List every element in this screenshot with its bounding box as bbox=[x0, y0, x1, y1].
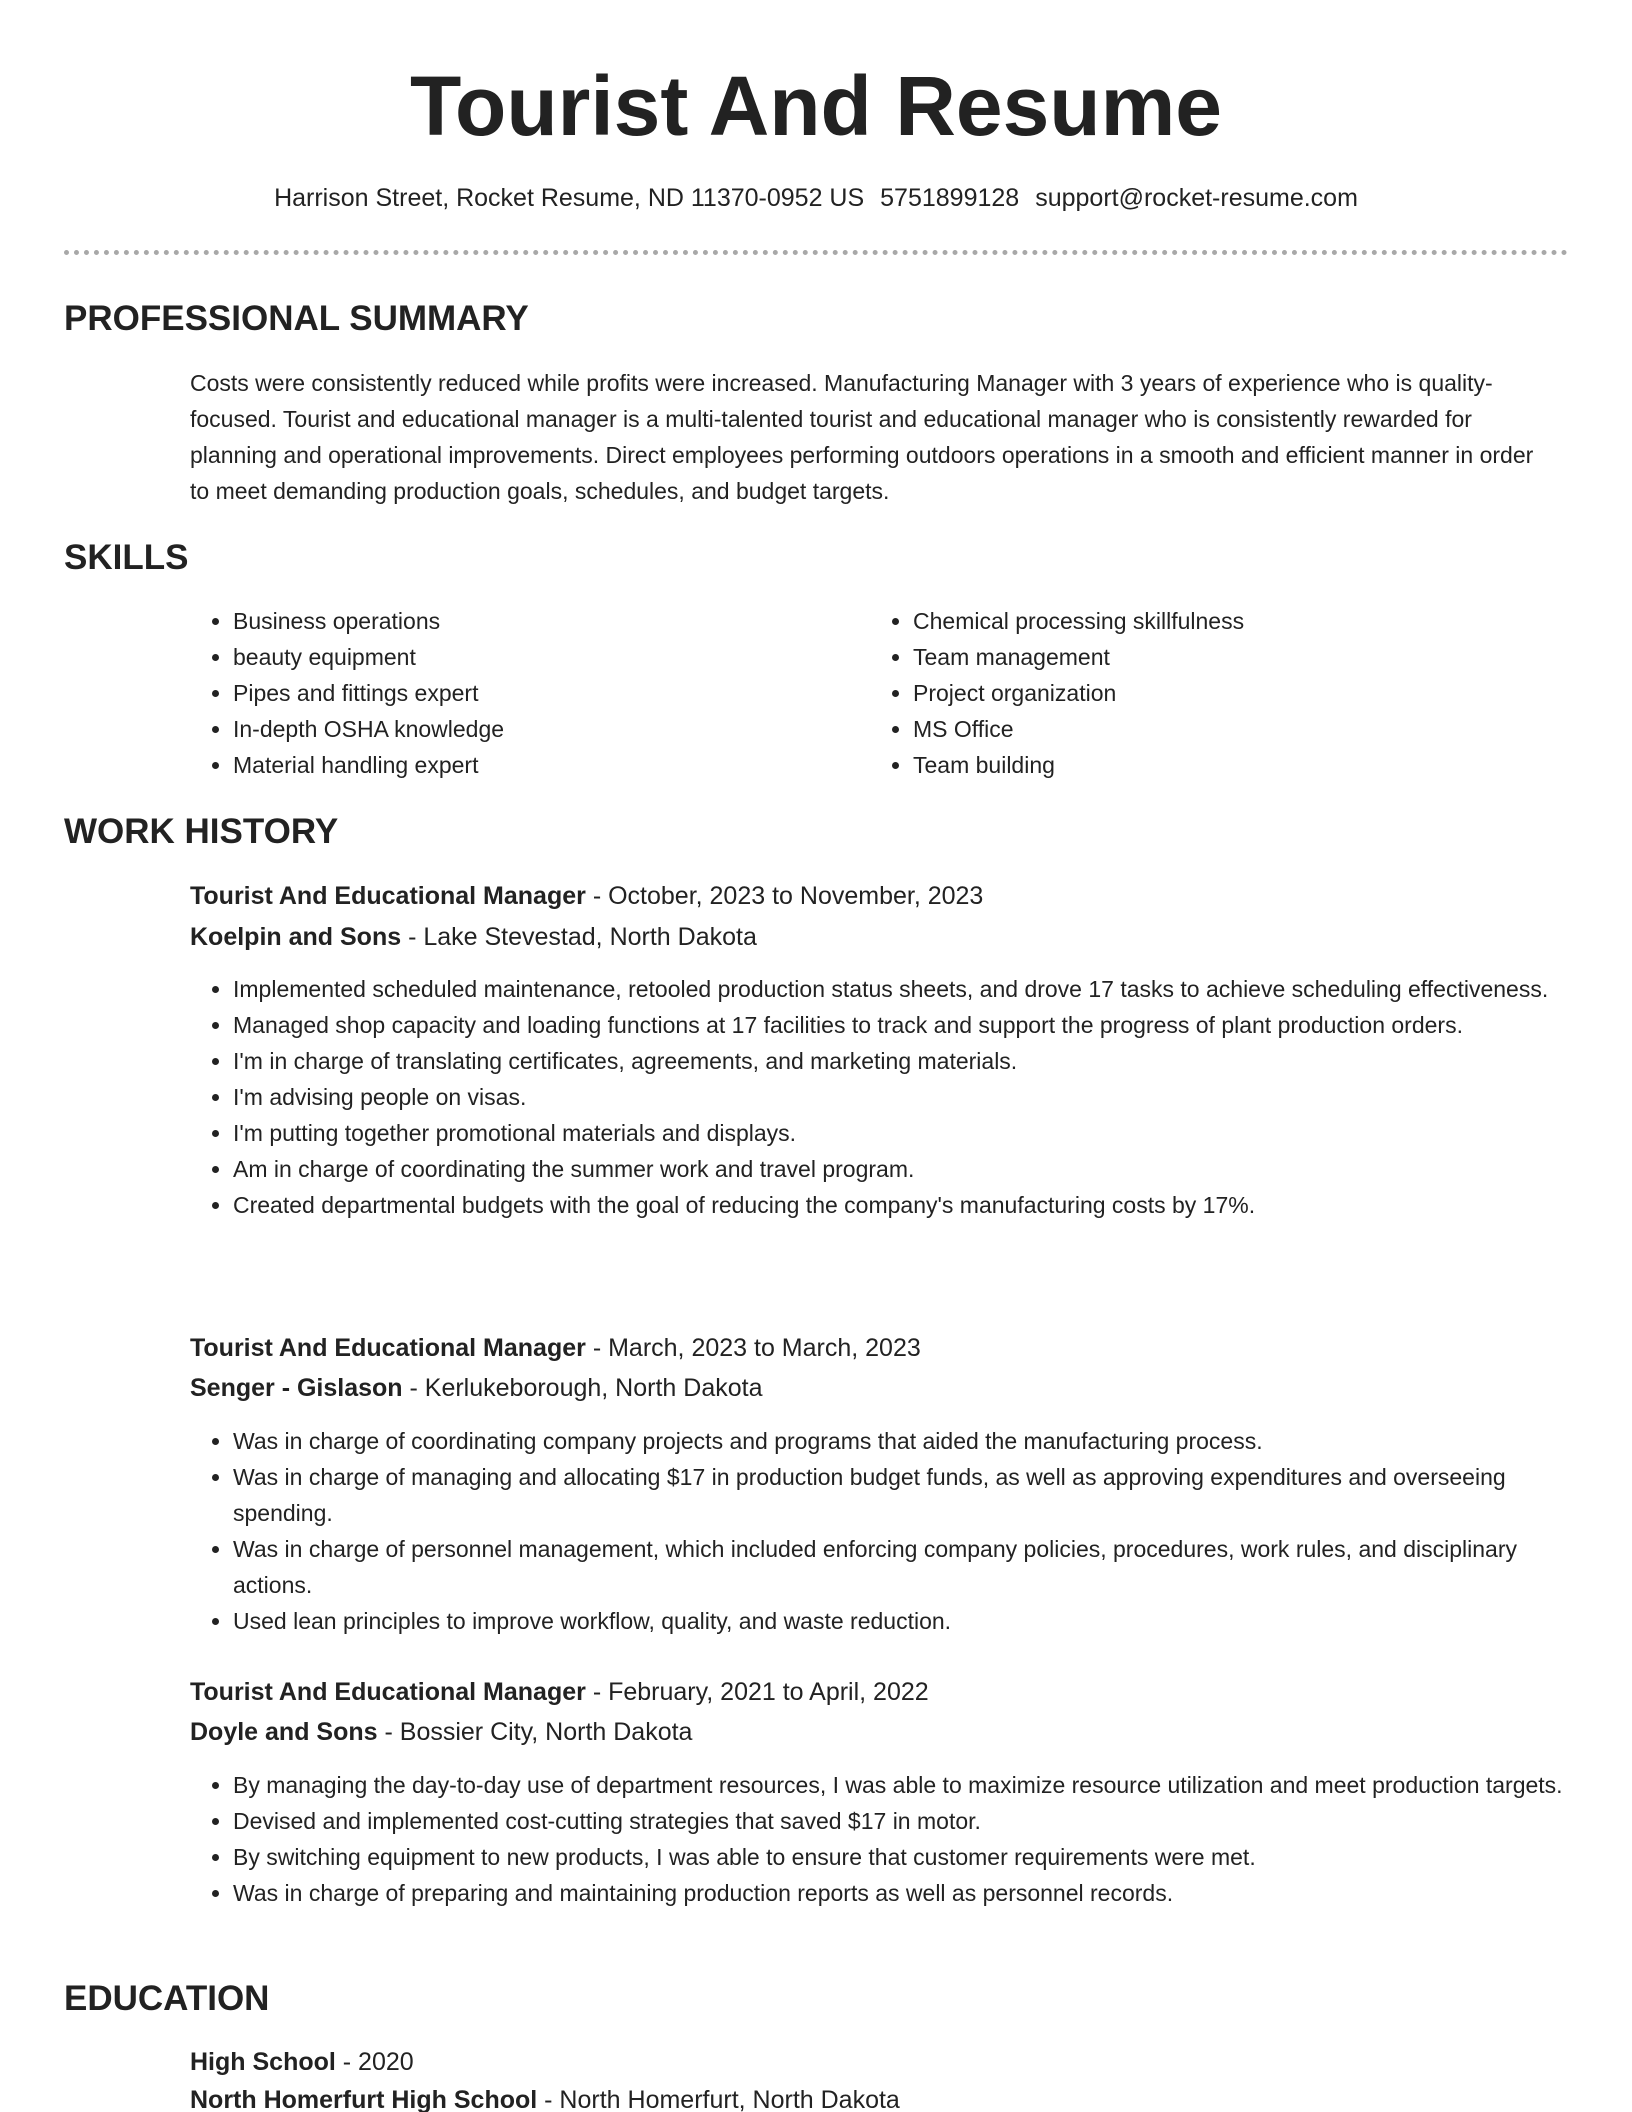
job-company-line bbox=[190, 918, 757, 956]
skill-item: • Business operations bbox=[233, 603, 833, 639]
job-location: - Bossier City, North Dakota bbox=[377, 1718, 693, 1746]
education-location: - North Homerfurt, North Dakota bbox=[537, 2086, 900, 2112]
contact-line bbox=[0, 180, 1632, 216]
job-location: - Lake Stevestad, North Dakota bbox=[401, 923, 757, 951]
job-dates: - October, 2023 to November, 2023 bbox=[585, 882, 984, 910]
job-bullet: • Managed shop capacity and loading functions at 17 facilities to track and support the progress of plant production orders. bbox=[233, 1007, 1583, 1043]
skills-list-right bbox=[870, 603, 1553, 783]
job-company: Senger - Gislason bbox=[190, 1374, 403, 1402]
job-dates: - February, 2021 to April, 2022 bbox=[585, 1678, 929, 1706]
skill-item: • Team building bbox=[913, 747, 1553, 783]
job-bullet: • Was in charge of managing and allocating $17 in production budget funds, as well as approving expenditures and overseeing spending. bbox=[233, 1459, 1583, 1531]
header-divider bbox=[64, 250, 1568, 255]
summary-text: Costs were consistently reduced while profits were increased. Manufacturing Manager with 3 years of experience who is quality-focused. Tourist and educational manager is a multi-talented tourist and educational manager who is consistently rewarded for planning and operational improvements. Direct employees performing outdoors operations in a smooth and efficient manner in order to meet demanding production goals, schedules, and budget targets. bbox=[190, 370, 1534, 504]
job-title-line bbox=[190, 1673, 929, 1711]
job-dates: - March, 2023 to March, 2023 bbox=[585, 1334, 921, 1362]
job-bullet: • Was in charge of coordinating company projects and programs that aided the manufacturing process. bbox=[233, 1423, 1583, 1459]
job-bullet: • Created departmental budgets with the goal of reducing the company's manufacturing costs by 17%. bbox=[233, 1187, 1583, 1223]
job-bullets bbox=[190, 1423, 1583, 1639]
job-title-line bbox=[190, 1329, 921, 1367]
job-bullet: • Was in charge of personnel management, which included enforcing company policies, procedures, work rules, and disciplinary actions. bbox=[233, 1531, 1583, 1603]
work-heading: WORK HISTORY bbox=[64, 812, 339, 851]
education-heading: EDUCATION bbox=[64, 1979, 270, 2018]
contact-address: Harrison Street, Rocket Resume, ND 11370-0952 US bbox=[274, 184, 865, 212]
education-year: - 2020 bbox=[335, 2048, 414, 2076]
skill-item: • Material handling expert bbox=[233, 747, 833, 783]
job-bullet: • By managing the day-to-day use of department resources, I was able to maximize resource utilization and meet production targets. bbox=[233, 1767, 1583, 1803]
skills-list-left bbox=[190, 603, 833, 783]
job-role: Tourist And Educational Manager bbox=[190, 1678, 586, 1706]
job-bullet: • By switching equipment to new products, I was able to ensure that customer requirements were met. bbox=[233, 1839, 1583, 1875]
job-bullets bbox=[190, 971, 1583, 1223]
job-location: - Kerlukeborough, North Dakota bbox=[402, 1374, 763, 1402]
skill-item: • MS Office bbox=[913, 711, 1553, 747]
skill-item: • In-depth OSHA knowledge bbox=[233, 711, 833, 747]
job-bullet: • I'm putting together promotional materials and displays. bbox=[233, 1115, 1583, 1151]
skill-item: • Project organization bbox=[913, 675, 1553, 711]
skill-item: • Pipes and fittings expert bbox=[233, 675, 833, 711]
job-title-line bbox=[190, 877, 983, 915]
job-company: Koelpin and Sons bbox=[190, 923, 402, 951]
job-role: Tourist And Educational Manager bbox=[190, 882, 586, 910]
job-bullet: • Implemented scheduled maintenance, retooled production status sheets, and drove 17 tasks to achieve scheduling effectiveness. bbox=[233, 971, 1583, 1007]
job-company-line bbox=[190, 1369, 762, 1407]
skill-item: • Team management bbox=[913, 639, 1553, 675]
skill-item: • beauty equipment bbox=[233, 639, 833, 675]
contact-email: support@rocket-resume.com bbox=[1035, 184, 1358, 212]
contact-phone: 5751899128 bbox=[880, 184, 1020, 212]
job-company: Doyle and Sons bbox=[190, 1718, 378, 1746]
job-bullets bbox=[190, 1767, 1583, 1911]
skill-item: • Chemical processing skillfulness bbox=[913, 603, 1553, 639]
education-degree-line bbox=[190, 2043, 414, 2081]
job-bullet: • I'm advising people on visas. bbox=[233, 1079, 1583, 1115]
education-school: North Homerfurt High School bbox=[190, 2086, 538, 2112]
job-bullet: • I'm in charge of translating certificates, agreements, and marketing materials. bbox=[233, 1043, 1583, 1079]
candidate-name: Tourist And Resume bbox=[409, 59, 1223, 153]
education-school-line bbox=[190, 2081, 900, 2112]
skills-heading: SKILLS bbox=[64, 538, 189, 577]
job-role: Tourist And Educational Manager bbox=[190, 1334, 586, 1362]
job-bullet: • Was in charge of preparing and maintaining production reports as well as personnel records. bbox=[233, 1875, 1583, 1911]
summary-heading: PROFESSIONAL SUMMARY bbox=[64, 299, 529, 338]
job-company-line bbox=[190, 1713, 692, 1751]
job-bullet: • Used lean principles to improve workflow, quality, and waste reduction. bbox=[233, 1603, 1583, 1639]
education-degree: High School bbox=[190, 2048, 336, 2076]
job-bullet: • Am in charge of coordinating the summer work and travel program. bbox=[233, 1151, 1583, 1187]
job-bullet: • Devised and implemented cost-cutting strategies that saved $17 in motor. bbox=[233, 1803, 1583, 1839]
